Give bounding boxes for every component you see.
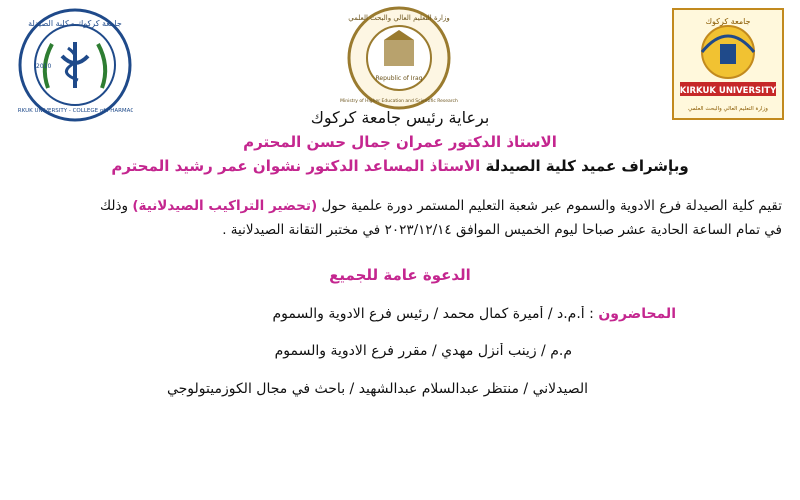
svg-text:وزارة التعليم العالي والبحث ال: وزارة التعليم العالي والبحث العلمي <box>348 14 450 22</box>
college-of-pharmacy-logo <box>18 8 133 123</box>
dean-name: الاستاذ المساعد الدكتور نشوان عمر رشيد المحترم <box>111 157 481 175</box>
svg-text:جامعة كركوك: جامعة كركوك <box>705 17 751 26</box>
lecturer-second: م.م / زينب أنزل مهدي / مقرر فرع الادوية والسموم <box>274 343 572 359</box>
ministry-logo <box>340 6 458 116</box>
lecturers-label: المحاضرون <box>598 306 676 322</box>
supervision-prefix: وبإشراف عميد كلية الصيدلة <box>485 157 689 175</box>
course-connector: وذلك <box>100 198 129 214</box>
kirkuk-university-logo <box>672 8 784 120</box>
svg-text:وزارة التعليم العالي والبحث ال: وزارة التعليم العالي والبحث العلمي <box>688 106 768 112</box>
invitation-line: الدعوة عامة للجميع <box>329 266 471 284</box>
svg-text:Ministry of Higher Education a: Ministry of Higher Education and Scientific Research <box>340 99 458 104</box>
svg-text:جامعة كركوك - كلية الصيدلة: جامعة كركوك - كلية الصيدلة <box>28 19 122 28</box>
course-intro: تقيم كلية الصيدلة فرع الادوية والسموم عبر شعبة التعليم المستمر دورة علمية حول <box>321 198 782 214</box>
lecturer-third: الصيدلاني / منتظر عبدالسلام عبدالشهيد / باحث في مجال الكوزميتولوجي <box>166 381 588 397</box>
course-description-line2: في تمام الساعة الحادية عشر صباحا ليوم الخميس الموافق ٢٠٢٣/١٢/١٤ في مختبر التقانة الصيدلانية . <box>222 222 782 238</box>
svg-text:KIRKUK UNIVERSITY: KIRKUK UNIVERSITY <box>679 86 777 96</box>
patronage-line: برعاية رئيس جامعة كركوك <box>310 108 490 127</box>
supervision-line <box>40 157 760 175</box>
svg-text:Republic of Iraq: Republic of Iraq <box>375 75 423 82</box>
president-name: الاستاذ الدكتور عمران جمال حسن المحترم <box>243 133 557 151</box>
svg-text:2010: 2010 <box>36 63 52 70</box>
course-description-line1 <box>14 198 782 214</box>
lecturer-first-text: : أ.م.د / أميرة كمال محمد / رئيس فرع الادوية والسموم <box>272 306 594 322</box>
svg-text:KIRKUK UNIVERSITY - COLLEGE of: KIRKUK UNIVERSITY - COLLEGE of PHARMACY <box>18 108 133 114</box>
lecturer-first <box>14 306 676 322</box>
course-topic: (تحضير التراكيب الصيدلانية) <box>132 198 318 214</box>
